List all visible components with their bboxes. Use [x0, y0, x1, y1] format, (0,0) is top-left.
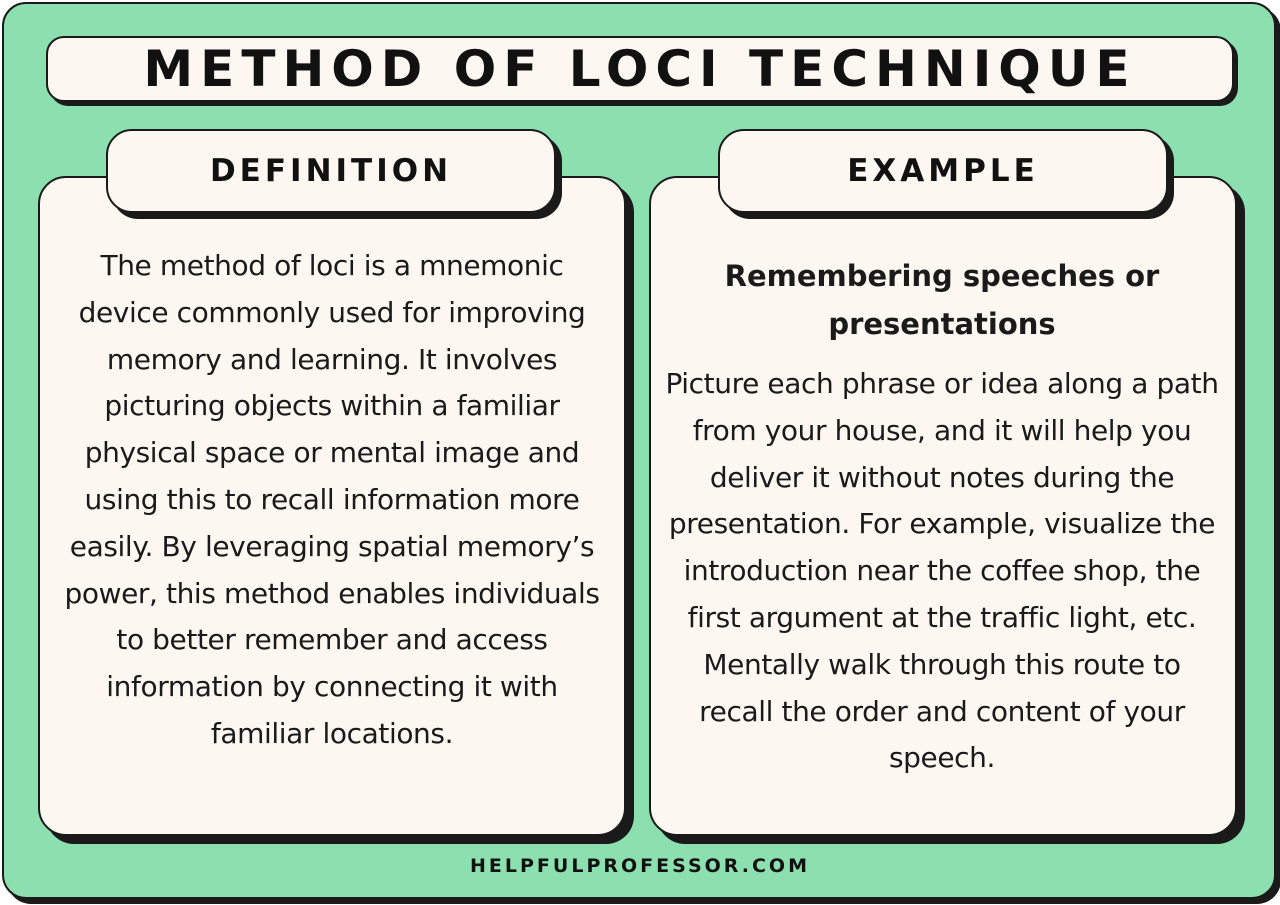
definition-text: The method of loci is a mnemonic device commonly used for improving memory and learning. It involves picturing objects within a familiar physical space or mental image and using this to recall information more easily. By leveraging spatial memory’s power, this method enables individuals to better remember and access information by connecting it with familiar locations.: [64, 249, 600, 750]
title-banner: [46, 36, 1234, 102]
definition-tab: [106, 129, 556, 213]
example-text: Picture each phrase or idea along a path from your house, and it will help you deliver it without notes during the presentation. For example, visualize the introduction near the coffee shop, the first argument at the traffic light, etc. Mentally walk through this route to recall the order and content of your speech.: [665, 367, 1219, 775]
example-heading: Remembering speeches or presentations: [724, 259, 1160, 341]
definition-label: DEFINITION: [209, 153, 453, 189]
page-title: METHOD OF LOCI TECHNIQUE: [143, 40, 1137, 98]
footer-site-name: HELPFULPROFESSOR.COM: [470, 855, 810, 877]
example-label: EXAMPLE: [847, 153, 1039, 189]
example-tab: [718, 129, 1168, 213]
